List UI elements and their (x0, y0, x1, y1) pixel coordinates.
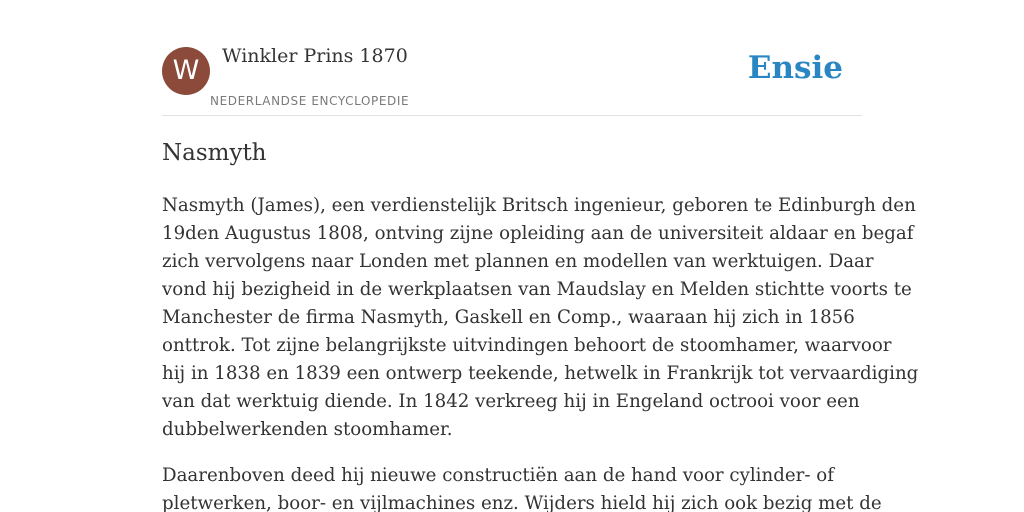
source-title[interactable]: Winkler Prins 1870 (222, 45, 408, 67)
paragraph-line: hij in 1838 en 1839 een ontwerp teekende, hetwelk in Frankrijk tot vervaardiging (162, 363, 919, 384)
header-divider (162, 115, 862, 116)
paragraph-line: 19den Augustus 1808, ontving zijne opleiding aan de universiteit aldaar en begaf (162, 223, 914, 244)
paragraph-line: onttrok. Tot zijne belangrijkste uitvindingen behoort de stoomhamer, waarvoor (162, 335, 892, 356)
source-avatar[interactable]: W (162, 47, 210, 95)
paragraph-line: vond hij bezigheid in de werkplaatsen van Maudslay en Melden stichtte voorts te (162, 279, 912, 300)
article-title: Nasmyth (162, 140, 267, 166)
ensie-logo-link[interactable]: Ensie (747, 50, 843, 86)
source-subtitle: NEDERLANDSE ENCYCLOPEDIE (210, 94, 410, 108)
paragraph-line: van dat werktuig diende. In 1842 verkreeg hij in Engeland octrooi voor een (162, 391, 860, 412)
article-paragraph (162, 192, 919, 444)
paragraph-line: pletwerken, boor- en vijlmachines enz. Wijders hield hij zich ook bezig met de (162, 493, 882, 512)
article-paragraph (162, 462, 882, 512)
paragraph-line: Daarenboven deed hij nieuwe constructiën aan de hand voor cylinder- of (162, 465, 834, 486)
article-body (162, 192, 919, 512)
paragraph-line: dubbelwerkenden stoomhamer. (162, 419, 453, 440)
paragraph-line: zich vervolgens naar Londen met plannen en modellen van werktuigen. Daar (162, 251, 874, 272)
paragraph-line: Nasmyth (James), een verdienstelijk Britsch ingenieur, geboren te Edinburgh den (162, 195, 916, 216)
paragraph-line: Manchester de firma Nasmyth, Gaskell en Comp., waaraan hij zich in 1856 (162, 307, 855, 328)
